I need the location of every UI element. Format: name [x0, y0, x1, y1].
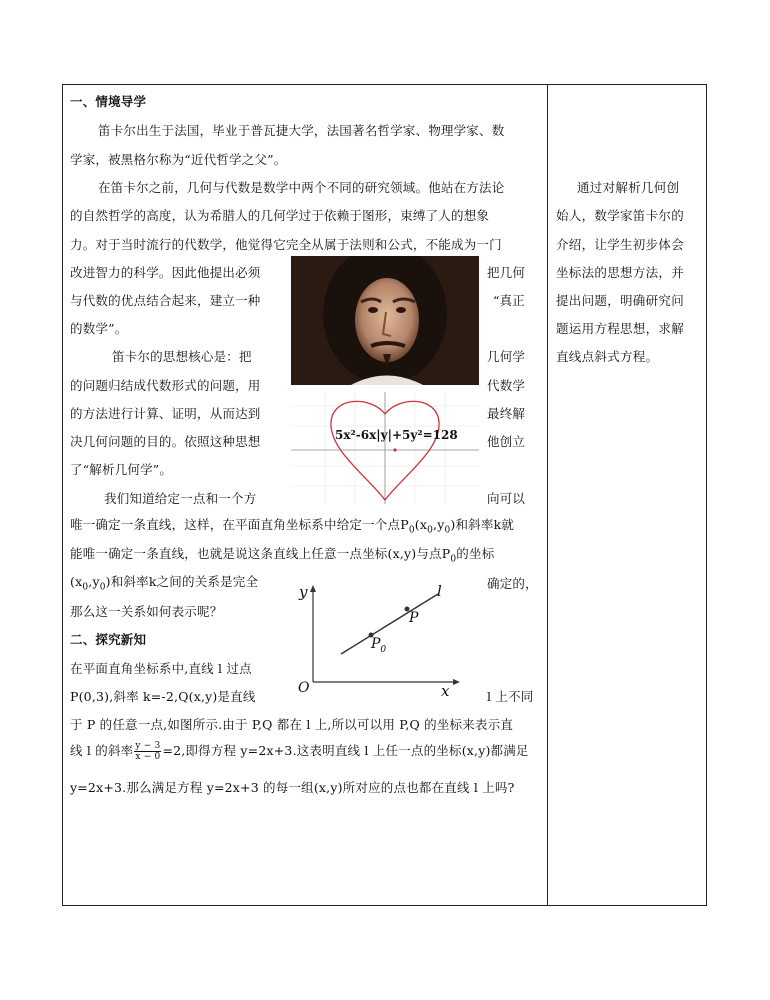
slope-fraction: $\frac{y - 3}{x - 0}$ [135, 741, 161, 762]
text-line: 代数学 [487, 378, 526, 393]
point-p-label: P [409, 610, 419, 626]
origin-label: O [298, 680, 310, 696]
text-line: 几何学 [487, 349, 526, 364]
sidebar-line: 坐标法的思想方法，并 [556, 265, 685, 280]
text-line: 的数学”。 [70, 321, 128, 336]
text-line: 唯一确定一条直线，这样，在平面直角坐标系中给定一个点$P_0(x_0,y_0)$和斜率k就 [70, 517, 515, 536]
text-line: l 上不同 [487, 689, 534, 704]
text-line: 最终解 [487, 406, 526, 421]
section2-heading: 二、探究新知 [70, 632, 147, 647]
text-line: 改进智力的科学。因此他提出必须 [70, 265, 261, 280]
text-line: y=2x+3.那么满足方程 y=2x+3 的每一组(x,y)所对应的点也都在直线 l 上吗? [70, 780, 515, 795]
text-line: 与代数的优点结合起来，建立一种 [70, 293, 261, 308]
text-line: 那么这一关系如何表示呢？ [70, 604, 223, 619]
text-line: 的问题归结成代数形式的问题，用 [70, 378, 261, 393]
text-line: 决几何问题的目的。依照这种思想 [70, 434, 261, 449]
sidebar-line: 通过对解析几何创 [577, 180, 680, 195]
text-line: 的自然哲学的高度，认为希腊人的几何学过于依赖于图形，束缚了人的想象 [70, 208, 490, 223]
text-line: 笛卡尔出生于法国，毕业于普瓦捷大学，法国著名哲学家、物理学家、数 [98, 123, 505, 138]
sidebar-line: 提出问题，明确研究问 [556, 293, 685, 308]
line-graph [293, 582, 463, 700]
text-line: 的方法进行计算、证明，从而达到 [70, 406, 261, 421]
text-line: 学家，被黑格尔称为“近代哲学之父”。 [70, 152, 287, 167]
text-line: “真正 [493, 293, 525, 308]
text-line: 能唯一确定一条直线，也就是说这条直线上任意一点坐标(x,y)与点$P_0$的坐标 [70, 546, 495, 565]
text-line: 把几何 [487, 265, 526, 280]
sidebar-line: 介绍，让学生初步体会 [556, 237, 685, 252]
text-line: 他创立 [487, 434, 526, 449]
heart-equation: 5x²-6x|y|+5y²=128 [335, 428, 458, 442]
text-line: 于 P 的任意一点,如图所示.由于 P,Q 都在 l 上,所以可以用 P,Q 的坐标来表示直 [70, 717, 514, 732]
text-line: 在平面直角坐标系中,直线 l 过点 [70, 661, 252, 676]
text-line: 力。对于当时流行的代数学，他觉得它完全从属于法则和公式，不能成为一门 [70, 237, 502, 252]
sidebar-line: 题运用方程思想，求解 [556, 321, 685, 336]
point-p0-label: $P_0$ [371, 636, 387, 655]
text-line: 线 l 的斜率 $\frac{y - 3}{x - 0}$ =2,即得方程 y=2x+3.这表明直线 l 上任一点的坐标(x,y)都满足 [70, 741, 529, 762]
sidebar-line: 始人，数学家笛卡尔的 [556, 208, 685, 223]
text-line: 在笛卡尔之前，几何与代数是数学中两个不同的研究领域。他站在方法论 [98, 180, 505, 195]
column-divider [547, 84, 548, 906]
line-l-label: l [437, 582, 442, 600]
x-axis-label: x [441, 682, 450, 700]
text-line: P(0,3),斜率 k=-2,Q(x,y)是直线 [70, 689, 256, 704]
text-line: 了“解析几何学”。 [70, 462, 173, 477]
text-line: $(x_0,y_0)$和斜率k之间的关系是完全 [70, 574, 259, 593]
section1-heading: 一、情境导学 [70, 94, 147, 109]
text-line: 确定的， [487, 576, 538, 591]
descartes-portrait [291, 256, 479, 385]
y-axis-label: y [299, 583, 308, 601]
text-line: 笛卡尔的思想核心是：把 [112, 349, 252, 364]
sidebar-line: 直线点斜式方程。 [556, 349, 659, 364]
heart-curve-graph [291, 392, 479, 504]
text-line: 我们知道给定一点和一个方 [104, 491, 257, 506]
text-line: 向可以 [487, 491, 526, 506]
